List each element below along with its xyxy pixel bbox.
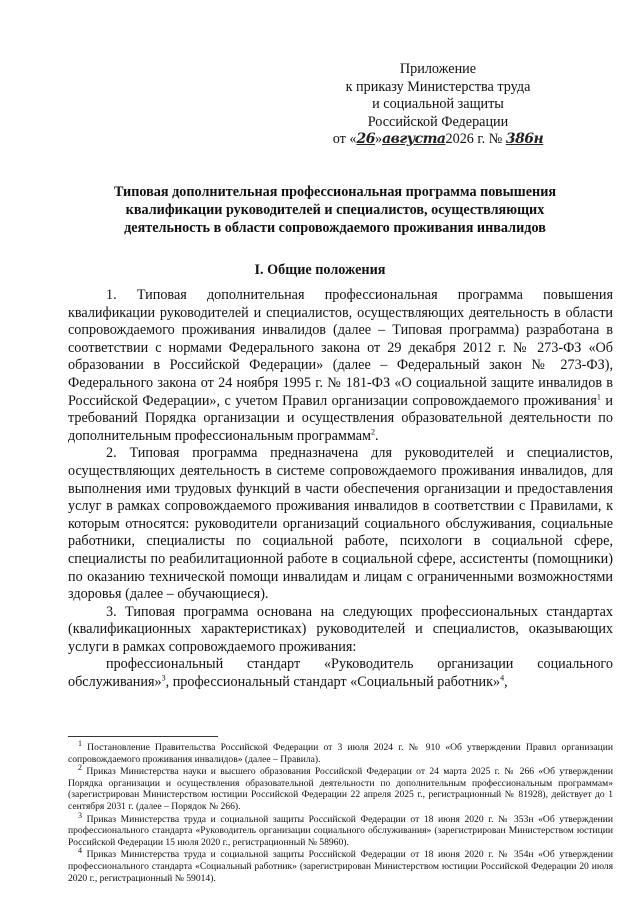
footnotes (68, 738, 614, 885)
date-prefix: от « (332, 131, 357, 147)
header-country-line: Российской Федерации (367, 113, 509, 130)
footnote-ref-3: 3 (161, 673, 166, 683)
paragraph-2: 2. Типовая программа предназначена для руководителей и специалистов, осуществляющих деятельность в системе сопровождаемого проживания инвалидов, для выполнения ими трудовых функций в части обеспечения организации и предоставления услуг в рамках сопровождаемого проживания инвалидов в соответствии с Правилами, к которым относятся: руководители организаций социального обслуживания, социальные работники, специалисты по социальной работе, психологи в социальной сфере, специалисты по реабилитационной работе в социальной сфере, ассистенты (помощники) по оказанию технической помощи инвалидам и лицам с ограниченными возможностями здоровья (далее – обучающиеся). (68, 445, 613, 603)
paragraph-4: профессиональный стандарт «Руководитель организации социального обслуживания»$^3$, профессиональный стандарт «Социальный работник»$^4$, (68, 656, 613, 691)
footnote-2: $^2$ Приказ Министерства науки и высшего образования Российской Федерации от 24 марта 2025 г. № 266 «Об утверждении Порядка организации и осуществления образовательной деятельности по дополнительным профессиональным программам» (зарегистрирован Министерством юстиции Российской Федерации 22 апреля 2025 г., регистрационный № 81928), действует до 1 сентября 2031 г. (далее – Порядок № 266). (68, 763, 614, 812)
paragraph-3: 3. Типовая программа основана на следующих профессиональных стандартах (квалификационных характеристиках) руководителей и специалистов, оказывающих услуги в рамках сопровождаемого проживания: (68, 603, 613, 655)
footnote-separator (68, 736, 218, 737)
header-appendix: Приложение (399, 61, 477, 77)
handwritten-month: августа (382, 131, 446, 147)
document-body (68, 287, 613, 692)
footnote-4: $^4$ Приказ Министерства труда и социальной защиты Российской Федерации от 18 июня 2020 г. № 354н «Об утверждении профессионального стандарта «Социальный работник» (зарегистрирован Министерством юстиции Российской Федерации 20 июля 2020 г., регистрационный № 59014). (68, 846, 613, 884)
handwritten-day: 26 (356, 131, 375, 147)
footnote-ref-4: 4 (500, 673, 505, 683)
handwritten-number: 386н (505, 131, 544, 147)
date-year: 2026 г. № (445, 131, 503, 147)
footnote-3: $^3$ Приказ Министерства труда и социальной защиты Российской Федерации от 18 июня 2020 г. № 353н «Об утверждении профессионального стандарта «Руководитель организации социального обслуживания» (зарегистрирован Министерством юстиции Российской Федерации 15 июля 2020 г., регистрационный № 58960). (68, 810, 613, 848)
header-date-line (318, 131, 558, 149)
document-title: Типовая дополнительная профессиональная программа повышения квалификации руководителей и специалистов, осуществляющих деятельность в области сопровождаемого проживания инвалидов (113, 184, 557, 236)
header-ministry-line: и социальной защиты (372, 96, 504, 112)
header-order-line: к приказу Министерства труда (345, 78, 531, 95)
document-header (318, 61, 558, 149)
paragraph-1: 1. Типовая дополнительная профессиональная программа повышения квалификации руководителей и специалистов, осуществляющих деятельность в области сопровождаемого проживания инвалидов (далее – Типовая программа) разработана в соответствии с нормами Федерального закона от 29 декабря 2012 г. № 273-ФЗ «Об образовании в Российской Федерации» (далее – Федеральный закон № 273-ФЗ), Федерального закона от 24 ноября 1995 г. № 181-ФЗ «О социальной защите инвалидов в Российской Федерации», с учетом Правил организации сопровождаемого проживания$^1$ и требований Порядка организации и осуществления образовательной деятельности по дополнительным профессиональным программам$^2$. (68, 287, 613, 444)
section-title: I. Общие положения (254, 262, 386, 278)
date-mid: » (374, 131, 383, 147)
footnote-ref-2: 2 (371, 427, 376, 437)
footnote-1: $^1$ Постановление Правительства Российской Федерации от 3 июля 2024 г. № 910 «Об утверждении Правил организации сопровождаемого проживания инвалидов» (далее – Правила). (68, 738, 613, 765)
footnote-ref-1: 1 (596, 391, 601, 401)
